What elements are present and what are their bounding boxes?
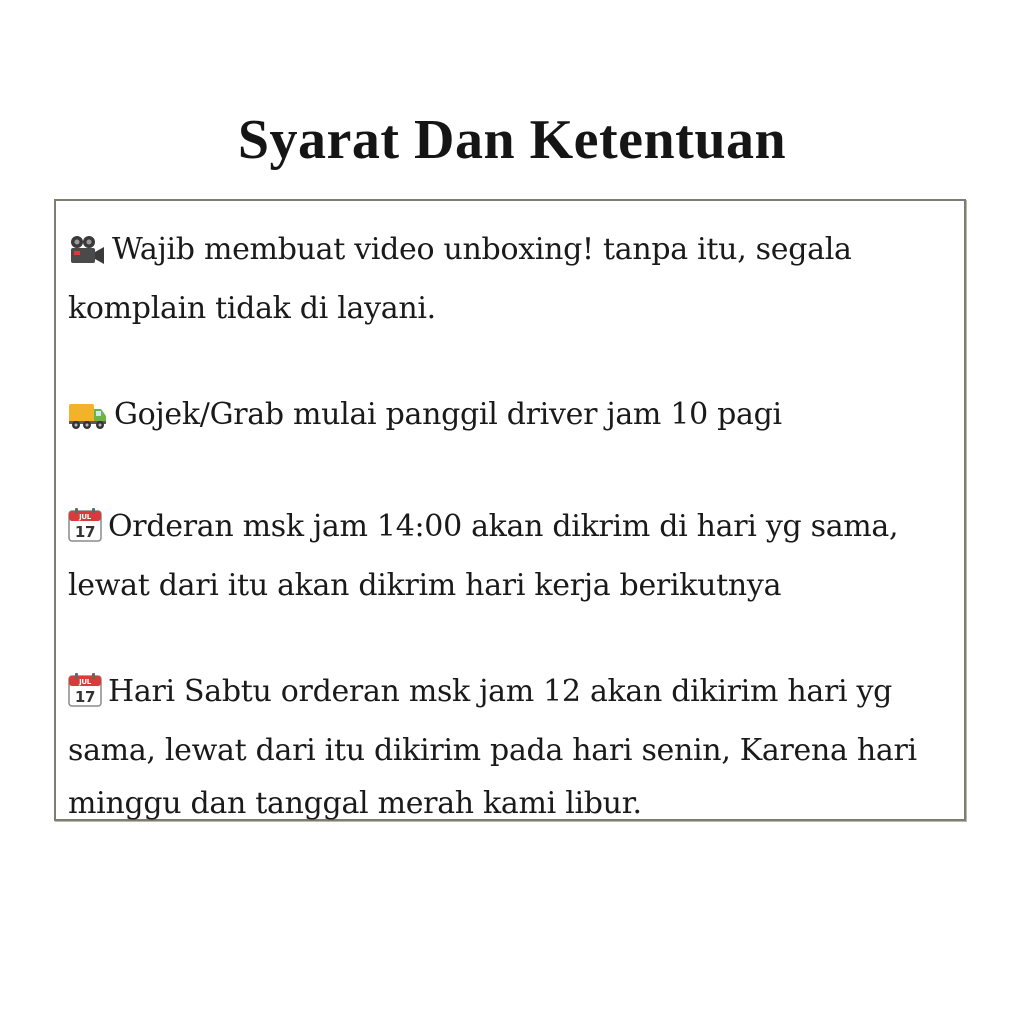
term-saturday-order — [68, 665, 954, 830]
term-text: Wajib membuat video unboxing! tanpa itu, segala komplain tidak di layani. — [68, 232, 852, 326]
calendar-month: JUL — [79, 513, 91, 521]
calendar-day: 17 — [74, 688, 96, 706]
term-text: Orderan msk jam 14:00 akan dikrim di hari yg sama, lewat dari itu akan dikrim hari kerja berikutnya — [68, 509, 899, 603]
calendar-day: 17 — [74, 523, 96, 541]
page-title: Syarat Dan Ketentuan — [237, 108, 787, 171]
calendar-month: JUL — [79, 678, 91, 686]
term-text: Hari Sabtu orderan msk jam 12 akan dikirim hari yg sama, lewat dari itu dikirim pada hari senin, Karena hari minggu dan tanggal merah kami libur. — [68, 674, 917, 821]
terms-box — [54, 199, 966, 821]
term-weekday-order — [68, 500, 954, 612]
calendar-icon — [68, 671, 102, 724]
term-text: Gojek/Grab mulai panggil driver jam 10 pagi — [114, 397, 782, 432]
movie-camera-icon — [68, 229, 106, 282]
term-driver-pickup — [68, 388, 954, 447]
terms-list — [68, 223, 954, 830]
calendar-icon — [68, 506, 102, 559]
term-unboxing-video — [68, 223, 954, 335]
delivery-truck-icon — [68, 394, 108, 447]
